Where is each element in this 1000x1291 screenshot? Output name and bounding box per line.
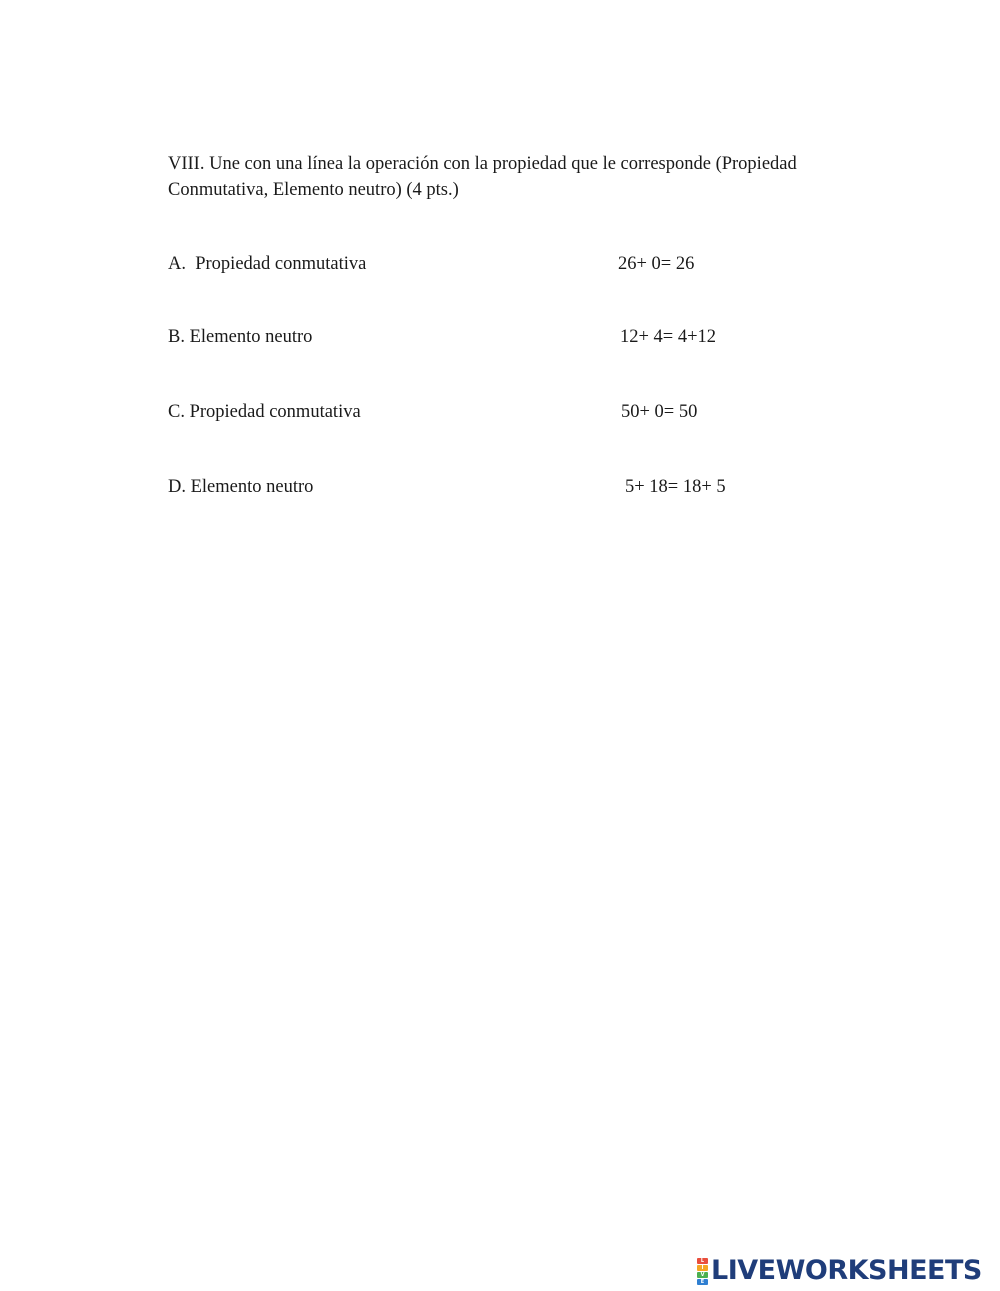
operation-c[interactable]: 50+ 0= 50 <box>621 402 698 422</box>
liveworksheets-logo <box>697 1256 982 1286</box>
logo-block-l: L <box>697 1258 708 1264</box>
instruction-text <box>168 151 858 203</box>
logo-blocks-icon <box>697 1258 708 1285</box>
instruction-line-1: VIII. Une con una línea la operación con la propiedad que le corresponde (Propiedad <box>168 154 797 174</box>
property-label-b[interactable]: B. Elemento neutro <box>168 327 313 347</box>
logo-block-v: V <box>697 1272 708 1278</box>
instruction-line-2: Conmutativa, Elemento neutro) (4 pts.) <box>168 180 459 200</box>
property-label-d[interactable]: D. Elemento neutro <box>168 477 314 497</box>
operation-a[interactable]: 26+ 0= 26 <box>618 254 695 274</box>
logo-block-i: I <box>697 1265 708 1271</box>
logo-block-e: E <box>697 1279 708 1285</box>
operation-d[interactable]: 5+ 18= 18+ 5 <box>625 477 726 497</box>
property-label-a[interactable]: A. Propiedad conmutativa <box>168 254 367 274</box>
property-label-c[interactable]: C. Propiedad conmutativa <box>168 402 361 422</box>
operation-b[interactable]: 12+ 4= 4+12 <box>620 327 717 347</box>
brand-name: LIVEWORKSHEETS <box>711 1255 982 1286</box>
